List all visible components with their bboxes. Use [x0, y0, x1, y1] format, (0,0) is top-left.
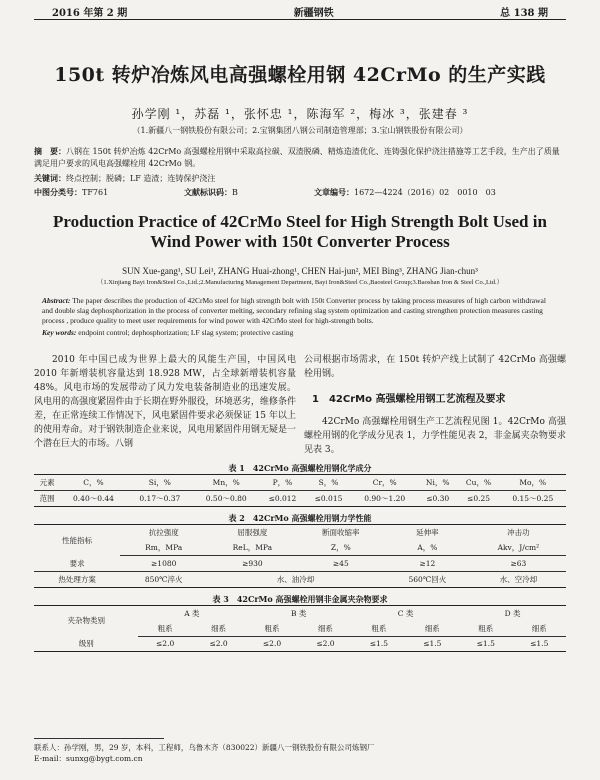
abstract-cn-label: 摘 要：: [34, 146, 66, 156]
title-english: Production Practice of 42CrMo Steel for High Strength Bolt Used in Wind Power with 150t Converter Process: [53, 212, 547, 251]
keywords-en-label: Key words:: [42, 328, 77, 337]
table-cell: 粗系: [459, 621, 512, 637]
table-cell: 560℃回火: [408, 574, 447, 584]
footnote-contact: 联系人：孙学刚，男，29 岁，本科，工程师，乌鲁木齐（830022）新疆八一钢铁股份有限公司炼钢厂: [34, 743, 375, 752]
table-cell: 0.40～0.44: [73, 494, 114, 503]
clc-label: 中图分类号：: [34, 187, 82, 197]
abstract-cn-text: 八钢在 150t 转炉冶炼 42CrMo 高强螺栓用钢中采取高拉碳、双渣脱磷、精炼造渣优化、连铸强化保护浇注措施等工艺手段，生产出了质量满足用户要求的风电高强螺栓用 42CrMo 钢。: [34, 147, 560, 168]
keywords-cn-label: 关键词：: [34, 173, 66, 183]
keywords-english: [34, 328, 566, 337]
table-cell: C 类: [397, 608, 414, 618]
table-cell: 屈服强度: [237, 528, 268, 537]
table-2-caption: 表 2 42CrMo 高强螺栓用钢力学性能: [228, 513, 372, 523]
clc-value: TF761: [82, 188, 109, 197]
table-cell: ≥45: [298, 556, 384, 572]
authors-chinese: 孙学刚 ¹，苏磊 ¹，张怀忠 ¹，陈海军 ²，梅冰 ³，张建春 ³: [131, 107, 469, 121]
table-cell: 粗系: [138, 621, 191, 637]
table-1-caption: 表 1 42CrMo 高强螺栓用钢化学成分: [228, 463, 372, 473]
table-cell: ≤2.0: [156, 639, 175, 649]
table-cell: 范围: [39, 494, 55, 503]
table-cell: 水、油冷却: [276, 574, 315, 584]
table-cell: 0.15～0.25: [512, 494, 554, 503]
header-total-issue: 总 138 期: [500, 8, 548, 19]
table-3-inclusions: [34, 605, 566, 653]
table-cell: Ni，%: [418, 475, 458, 491]
table-cell: Si，%: [127, 475, 193, 491]
keywords-en-text: endpoint control; dephosphorization; LF slag system; protective casting: [78, 328, 294, 337]
table-cell: 粗系: [352, 621, 405, 637]
table-cell: D 类: [504, 608, 521, 618]
table-cell: S，%: [305, 475, 351, 491]
table-cell: 0.90～1.20: [364, 494, 406, 503]
table-cell: B 类: [291, 608, 307, 618]
table-cell: 细系: [192, 621, 245, 637]
table-1-data-row: [34, 491, 566, 507]
table-row-label: 性能指标: [62, 535, 93, 545]
table-cell: Cu，%: [457, 475, 499, 491]
table-cell: Rm，MPa: [120, 540, 207, 556]
table-cell: Cr，%: [352, 475, 418, 491]
footnote: [34, 738, 375, 764]
table-2-heat-row: [34, 571, 566, 587]
table-cell: ≤2.0: [209, 639, 228, 649]
table-cell: ≤1.5: [530, 639, 549, 649]
table-cell: 粗系: [245, 621, 298, 637]
table-cell: ≤2.0: [316, 639, 335, 649]
authors-english: SUN Xue-gang¹, SU Lei¹, ZHANG Huai-zhong¹, CHEN Hai-jun², MEI Bing³, ZHANG Jian-chun³: [122, 266, 478, 276]
running-header: [34, 0, 566, 20]
table-cell: ≤1.5: [423, 639, 442, 649]
abstract-chinese: [34, 145, 566, 170]
right-column: [304, 353, 566, 457]
table-2-mechanical-properties: [34, 524, 566, 588]
table-cell: 抗拉强度: [148, 528, 179, 537]
table-cell: ≥12: [384, 556, 471, 572]
table-cell: P，%: [259, 475, 305, 491]
title-chinese: 150t 转炉冶炼风电高强螺栓用钢 42CrMo 的生产实践: [54, 64, 546, 86]
table-3-group-row: [34, 605, 566, 621]
table-cell: ≤0.015: [314, 494, 343, 503]
table-2-head-row: [34, 525, 566, 541]
table-cell: ≤0.30: [426, 494, 450, 503]
section-1-paragraph: 42CrMo 高强螺栓用钢生产工艺流程见图 1。42CrMo 高强螺栓用钢的化学成分见表 1，力学性能见表 2，非金属夹杂物要求见表 3。: [304, 417, 566, 455]
table-cell: 细系: [512, 621, 566, 637]
table-1-header-row: [34, 475, 566, 491]
table-3-caption: 表 3 42CrMo 高强螺栓用钢非金属夹杂物要求: [212, 593, 388, 604]
doc-code-value: B: [232, 188, 238, 197]
table-row-label: 要求: [34, 556, 120, 572]
affiliation-english: （1.Xinjiang Bayi Iron&Steel Co.,Ltd.;2.Manufacturing Management Department, Bayi Iron&Steel Co.,Baosteel Group;3.Baoshan Iron & Steel Co.,Ltd.）: [96, 279, 504, 286]
table-cell: ≤1.5: [369, 639, 388, 649]
table-cell: ≥63: [471, 556, 566, 572]
keywords-chinese: [34, 172, 566, 185]
intro-paragraph: 2010 年中国已成为世界上最大的风能生产国，中国风电 2010 年新增装机容量达到 18.928 MW，占全球新增装机容量 48%。风电市场的发展带动了风力发电装备制造业的迅速发展。风电用的高强度紧固件由于长期在野外服役，环境恶劣，维修条件差，在正常连续工作情况下，风电紧固件要求必须保证 15 年以上的使用寿命。对于钢铁制造企业来说，风电用紧固件用钢无疑是一个潜在巨大的市场。八钢: [34, 355, 296, 449]
table-cell: ≤0.25: [467, 494, 491, 503]
table-cell: 冲击功: [507, 528, 530, 537]
table-cell: Mn，%: [193, 475, 259, 491]
intro-continuation: 公司根据市场需求，在 150t 转炉产线上试制了 42CrMo 高强螺栓用钢。: [304, 355, 566, 379]
table-cell: ≥1080: [120, 556, 207, 572]
table-cell: A 类: [184, 608, 200, 618]
table-cell: Mo，%: [500, 475, 566, 491]
table-row-label: 级别: [78, 639, 94, 648]
table-1-chemical-composition: [34, 474, 566, 507]
article-no-label: 文章编号：: [314, 187, 354, 197]
classification-row: [34, 187, 566, 198]
abstract-english: [34, 296, 566, 326]
table-cell: Z，%: [298, 540, 384, 556]
table-cell: C，%: [60, 475, 126, 491]
article-no-value: 1672—4224（2016）02 0010 03: [354, 188, 496, 197]
table-row-label: 夹杂物类别: [67, 616, 105, 626]
table-cell: 延伸率: [416, 528, 439, 537]
table-cell: 细系: [299, 621, 352, 637]
section-1-heading: 1 42CrMo 高强螺栓用钢工艺流程及要求: [312, 394, 506, 405]
table-cell: 0.17～0.37: [139, 494, 181, 503]
table-cell: ReL，MPa: [207, 540, 298, 556]
table-cell: 元素: [34, 475, 60, 491]
table-cell: 水、空冷却: [499, 574, 538, 584]
left-column: [34, 353, 296, 457]
table-2-value-row: [34, 556, 566, 572]
table-cell: ≥930: [207, 556, 298, 572]
body-columns: [34, 353, 566, 457]
table-cell: 断面收缩率: [322, 528, 360, 537]
abstract-en-label: Abstract:: [42, 296, 71, 305]
table-cell: ≤1.5: [476, 639, 495, 649]
doc-code-label: 文献标识码：: [184, 187, 232, 197]
table-3-level-row: [34, 636, 566, 652]
table-cell: ≤2.0: [262, 639, 282, 649]
footnote-email: E-mail：sunxg@bygt.com.cn: [34, 754, 143, 763]
table-cell: 0.50～0.80: [205, 494, 247, 503]
abstract-en-text: The paper describes the production of 42CrMo steel for high strength bolt with 150t Converter process by taking process measures of high carbon withdrawal and double slag dephosphorization in the process of converter melting, secondary refining slag system optimization and casting strengthen protection measures casting process , produce quality to meet user requirements for wind power with 42CrMo steel for high-strength bolts.: [42, 296, 546, 325]
table-cell: 850℃淬火: [144, 574, 183, 584]
header-journal: 新疆钢铁: [293, 8, 334, 19]
table-cell: ≤0.012: [268, 494, 297, 503]
table-cell: A，%: [384, 540, 471, 556]
header-issue: 2016 年第 2 期: [52, 8, 128, 19]
table-row-label: 热处理方案: [58, 574, 96, 584]
affiliation-chinese: （1.新疆八一钢铁股份有限公司；2.宝钢集团八钢公司制造管理部；3.宝山钢铁股份有限公司）: [132, 126, 468, 135]
keywords-cn-text: 终点控制；脱磷；LF 造渣；连铸保护浇注: [66, 174, 216, 183]
footnote-divider: [34, 738, 164, 739]
table-cell: 细系: [406, 621, 459, 637]
table-cell: Akv，J/cm²: [471, 540, 566, 556]
